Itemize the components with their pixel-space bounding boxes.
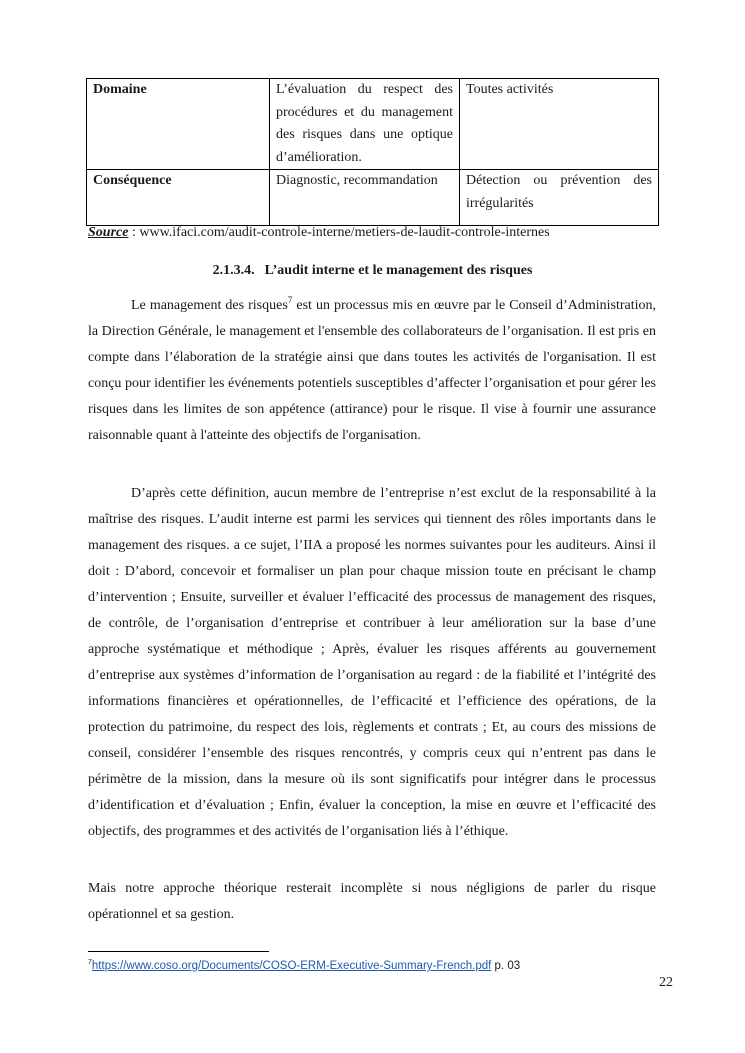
section-title: L’audit interne et le management des risques: [264, 263, 533, 278]
table-row: [87, 170, 659, 226]
source-label: Source: [88, 225, 129, 240]
paragraph-text: Le management des risques: [131, 298, 288, 313]
footnote: [88, 960, 520, 972]
section-number: 2.1.3.4.: [212, 263, 255, 278]
paragraph-text: est un processus mis en œuvre par le Conseil d’Administration, la Direction Générale, le management et l'ensemble des collaborateurs de l’organisation. Il est pris en compte dans l’élaboration de la stratégie ainsi que dans toutes les activités de l'organisation. Il est conçu pour identifier les événements potentiels susceptibles d’affecter l’organisation et pour gérer les risques dans les limites de son appétence (attirance) pour le risque. Il vise à fournir une assurance raisonnable quant à l'atteinte des objectifs de l'organisation.: [88, 298, 656, 443]
footnote-ref[interactable]: 7: [287, 295, 293, 305]
footnote-marker: 7: [88, 959, 92, 966]
section-heading: [0, 263, 745, 279]
paragraph-internal-audit: D’après cette définition, aucun membre de l’entreprise n’est exclut de la responsabilité à la maîtrise des risques. L’audit interne est parmi les services qui tiennent des rôles importants dans le management des risques. a ce sujet, l’IIA a proposé les normes suivantes pour les auditeurs. Ainsi il doit : D’abord, concevoir et formaliser un plan pour chaque mission toute en précisant le champ d’intervention ; Ensuite, surveiller et évaluer l’efficacité des processus de management des risques, de contrôle, de l’organisation d’entreprise et contribuer à leur amélioration sur la base d’une approche systématique et méthodique ; Après, évaluer les risques afférents au gouvernement d’entreprise aux systèmes d’information de l’organisation au regard : de la fiabilité et l’intégrité des informations financières et opérationnelles, de l’efficacité et l’efficience des opérations, de la protection du patrimoine, du respect des lois, règlements et contrats ; Et, au cours des missions de conseil, considérer l’ensemble des risques rencontrés, y compris ceux qui n’entrent pas dans le périmètre de la mission, dans la mesure où ils sont significatifs pour intégrer dans le processus d’identification et d’évaluation ; Enfin, évaluer la conception, la mise en œuvre et l’efficacité des objectifs, des programmes et des activités de l’organisation liés à l’éthique.: [88, 486, 656, 839]
paragraph-conclusion: Mais notre approche théorique resterait incomplète si nous négligions de parler du risque opérationnel et sa gestion.: [88, 881, 656, 922]
source-separator: :: [128, 225, 140, 240]
table-cell: Diagnostic, recommandation: [270, 170, 460, 226]
footnote-divider: [88, 951, 269, 952]
table-source: [88, 225, 550, 241]
footnote-link[interactable]: https://www.coso.org/Documents/COSO-ERM-Executive-Summary-French.pdf: [91, 960, 492, 972]
footnote-page: p. 03: [491, 960, 521, 972]
source-url: www.ifaci.com/audit-controle-interne/metiers-de-laudit-controle-internes: [139, 225, 550, 240]
definition-table: [86, 78, 659, 226]
table-cell: L’évaluation du respect des procédures et du management des risques dans une optique d’amélioration.: [270, 79, 460, 170]
table-cell: Détection ou prévention des irrégularités: [460, 170, 659, 226]
table-cell: Toutes activités: [460, 79, 659, 170]
page-number: 22: [659, 975, 673, 990]
table-cell: Domaine: [87, 79, 270, 170]
table-cell: Conséquence: [87, 170, 270, 226]
paragraph-risk-management: [88, 293, 656, 449]
table-row: [87, 79, 659, 170]
